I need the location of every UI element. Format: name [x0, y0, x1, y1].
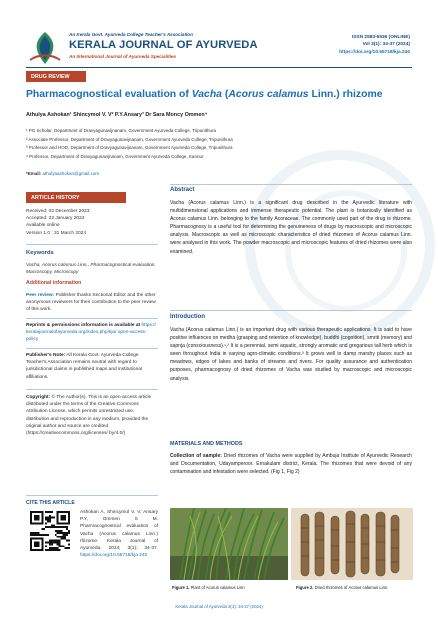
affiliation: ⁴ Professor, Department of Dravyagunavijnanam, Government Ayurveda College, Kannur — [26, 153, 204, 159]
figure-1-plant-image — [170, 508, 288, 580]
issn: ISSN 2583-6536 (ONLINE) — [351, 35, 410, 40]
reprints-link[interactable]: https:// keralajournalofayurveda.org/index.php/kja/ open-access-policy — [26, 323, 156, 343]
methods-heading: MATERIALS AND METHODS — [170, 441, 243, 447]
abstract-text: Vacha (Acorus calamus Linn.) is a significant drug described in the Ayurvedic literature with multidimensional applications and immense therapeutic potential. The plant is botanically identified as Acorus calamus Linn. belonging to the family Acoraceae. The commonly used part of the drug is rhizome. Pharmacognosy is a useful tool for determining the genuineness of drugs by macroscopic and microscopic analysis. Macroscopic as well as microscopic characteristics of dried rhizomes of Acorus calamus Linn. were analysed in this work. The powder macroscopic and microscopic features of dried rhizomes were also examined. — [170, 200, 412, 255]
email-link[interactable]: athulyaashokan@gmail.com — [42, 171, 100, 176]
peer-review — [26, 292, 158, 314]
figure-1-caption-text: Plant of Acorus calamus Linn — [189, 585, 245, 590]
header-divider — [26, 67, 412, 68]
article-title — [26, 89, 382, 100]
peer-review-label: Peer review: — [26, 293, 55, 298]
citation-text: Ashokan A, Shincymol V. V, Ansary P.Y, Ommen S M. Pharmacognostical evaluation of Vacha (Acorus calamus Linn.) rhizome. Kerala Journal of Ayurveda. 2024; 3(1): 34-37. — [80, 510, 158, 552]
reprints-label: Reprints & permissions information is available at — [26, 323, 141, 328]
peer-review-text: Publisher thanks Sectional Editor and the other anonymous reviewers for their contribution to the peer review of this work. — [26, 293, 156, 313]
keywords-heading: Keywords — [26, 250, 54, 256]
journal-subtitle: An International Journal of Ayurveda Specialities — [69, 54, 177, 59]
divider — [26, 244, 158, 245]
available-online: Available online — [26, 223, 60, 229]
page-footer: Kerala Journal of Ayurveda 3(1): 34-37 (2024) — [175, 604, 263, 609]
title-italic2: Acorus calamus — [228, 89, 309, 100]
doi-link[interactable]: https://doi.org/10.55718/kja.240 — [339, 49, 410, 55]
citation — [80, 509, 158, 559]
volume: Vol 3(1): 34-37 (2024) — [362, 42, 410, 48]
keywords: Vacha, Acorus calamus Linn., Pharmacognostical evaluation, Macroscopy, Microscopy — [26, 263, 156, 276]
affiliations — [26, 127, 233, 161]
affiliation: ¹ PG Scholar, Department of Dravyagunavijnanam, Government Ayurveda College, Tripunithura — [26, 128, 217, 133]
title-italic1: Vacha — [191, 89, 222, 100]
methods-label: Collection of sample: — [170, 453, 222, 459]
title-part2: ( — [221, 89, 229, 100]
citation-doi-link[interactable]: https://doi.org/10.55718/kja.240 — [80, 553, 148, 559]
received-date: Received: 02 December 2023 — [26, 209, 90, 214]
introduction-heading: Introduction — [170, 314, 205, 320]
introduction-text: Vacha (Acorus calamus Linn.) is an important drug with various therapeutic applications. It is said to have positive influences on medha (grasping and retention of knowledge), buddhi (cognition), smriti (memory) and sapnja (consciousness).¹,² It is a perennial, semi aquatic, strongly aromatic and gregarious tall herb which is seen throughout India in varying agro-climatic conditions.³ It grows well in damp marshy places such as meadows, edges of lakes and banks of streams and rivers. For quality assurance and authentication purposes, pharmacognosy of dried rhizomes of Vacha was studied by macroscopic and microscopic analysis. — [170, 327, 412, 382]
divider — [26, 348, 158, 349]
qr-code[interactable] — [30, 511, 70, 551]
divider — [170, 310, 412, 311]
copyright-text: © The Author(s). This is an open-access article distributed under the terms of the Creative Commons Attribution License, which permits unrestricted use, distribution and reproduction in any medium, provided the original author and source are credited (https://creativecommons.org/licenses/ by/4.0/) — [26, 395, 152, 437]
article-history — [26, 208, 158, 237]
publisher-note — [26, 352, 158, 381]
additional-info-heading: Additional information — [26, 280, 82, 286]
figure-2-caption — [296, 585, 388, 590]
figure-2-caption-text: Dried rhizomes of Acorus calamus Linn. — [313, 585, 389, 590]
methods-text — [170, 452, 412, 476]
figure-1-caption — [172, 585, 245, 590]
methods-body: Dried rhizomes of Vacha were supplied by Ambuja Institute of Ayurvedic Research and Documentation, Udayamperoor. Ernakulam district, Kerala. The rhizomes that were devoid of any contamination and infestation were selected. (Fig 1, Fig 2) — [170, 453, 412, 476]
section-tag: DRUG REVIEW — [26, 71, 86, 82]
divider — [26, 495, 158, 496]
abstract-heading: Abstract — [170, 187, 195, 193]
email-line — [26, 171, 99, 176]
copyright-label: Copyright: — [26, 395, 51, 400]
publisher-note-label: Publisher's Note: — [26, 353, 66, 358]
article-history-tag: ARTICLE HISTORY — [26, 192, 126, 203]
version: Version 1.0 : 31 March 2024 — [26, 230, 86, 236]
cite-heading: CITE THIS ARTICLE — [26, 500, 75, 506]
figure-1-label: Figure 1. — [172, 585, 190, 590]
accepted-date: Accepted: 22 January 2024 — [26, 216, 85, 222]
figure-2-rhizome-image — [291, 508, 413, 580]
title-part3: Linn.) rhizome — [308, 89, 383, 100]
journal-name: KERALA JOURNAL OF AYURVEDA — [69, 39, 258, 51]
affiliation: ² Associate Professor, Department of Dravyagunavijnanam, Government Ayurveda College, Tripunithura — [26, 136, 233, 142]
authors: Athulya Ashokan¹ Shincymol V. V² P.Y.Ansary³ Dr Sara Moncy Ommen⁴ — [26, 112, 208, 118]
divider — [170, 184, 412, 185]
affiliation: ³ Professor and HOD, Department of Dravyagunavijnanam, Government Ayurveda College, Tripunithura — [26, 145, 233, 151]
email-label: *Email: — [26, 171, 42, 176]
publisher-note-text: All Kerala Govt. Ayurveda College Teacher's Association remains neutral with regard to jurisdictional claims in published maps and institutional affiliations. — [26, 353, 142, 380]
org-name: An Kerala Govt. Ayurveda College Teacher's Association — [69, 32, 193, 37]
copyright — [26, 394, 158, 437]
figure-2-label: Figure 2. — [296, 585, 314, 590]
divider — [26, 318, 158, 319]
reprints — [26, 322, 158, 344]
journal-meta — [339, 34, 410, 56]
divider — [26, 389, 158, 390]
title-part1: Pharmacognostical evaluation of — [26, 89, 192, 100]
journal-logo — [26, 30, 64, 66]
